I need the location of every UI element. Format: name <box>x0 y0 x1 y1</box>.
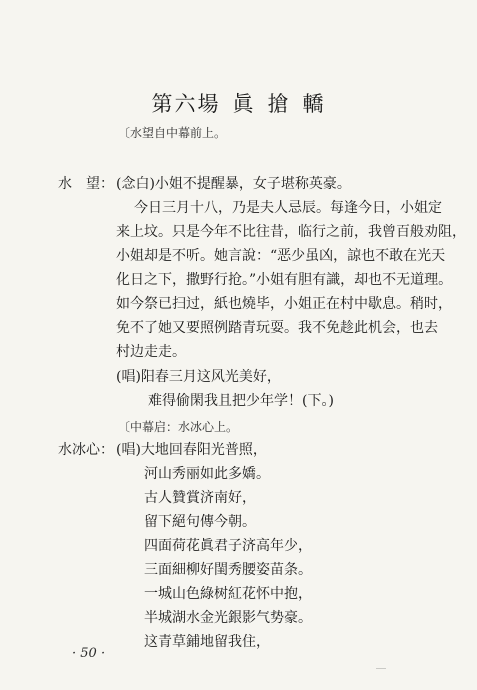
scene-title <box>0 88 477 118</box>
dialogue-line: 小姐却是不听。她言說：“恶少虽凶，諒也不敢在光天 <box>116 248 446 264</box>
speaker-label: 水 望： <box>58 176 114 192</box>
scene-title-word: 轎 <box>302 92 326 116</box>
scene-number: 第六場 <box>151 92 221 116</box>
dialogue-line: 如今祭已扫过，紙也燒毕，小姐正在村中歇息。稍时， <box>116 296 452 312</box>
dialogue-line: 今日三月十八，乃是夫人忌辰。每逢今日，小姐定 <box>134 200 442 216</box>
song-line: 半城湖水金光銀影气势豪。 <box>144 610 312 626</box>
stage-direction: 〔水望自中幕前上。 <box>118 126 227 140</box>
dialogue-line: 免不了她又要照例踏青玩耍。我不免趁此机会，也去 <box>116 320 438 336</box>
song-line: 难得偷閑我且把少年学！(下。) <box>148 393 334 409</box>
song-line: 这青草鋪地留我住， <box>144 634 270 650</box>
song-line: (唱)阳春三月这风光美好， <box>116 369 281 385</box>
scene-title-word: 搶 <box>267 92 291 116</box>
song-line: 留下絕句傳今朝。 <box>144 514 256 530</box>
dialogue-line: 村边走走。 <box>116 344 186 360</box>
song-line: 一城山色綠树紅花怀中抱， <box>144 586 312 602</box>
song-line: 河山秀丽如此多嬌。 <box>144 466 270 482</box>
page-number: · 50 · <box>72 646 106 661</box>
dialogue-line: (念白)小姐不提醒暴，女子堪称英豪。 <box>116 176 351 192</box>
stage-direction: 〔中幕启：水冰心上。 <box>118 420 239 434</box>
song-line: 古人贊賞济南好， <box>144 490 256 506</box>
dialogue-line: 化日之下，撒野行抢。”小姐有胆有識，却也不无道理。 <box>116 272 453 288</box>
song-line: (唱)大地回春阳光普照， <box>116 442 267 458</box>
song-line: 四面荷花眞君子济高年少， <box>144 538 312 554</box>
corner-mark: ＿ <box>376 660 386 671</box>
dialogue-line: 来上坟。只是今年不比往昔，临行之前，我曾百般劝阻， <box>116 224 466 240</box>
song-line: 三面細柳好閨秀腰姿苗条。 <box>144 562 312 578</box>
scene-title-word: 眞 <box>232 92 256 116</box>
speaker-label: 水冰心： <box>58 442 114 458</box>
